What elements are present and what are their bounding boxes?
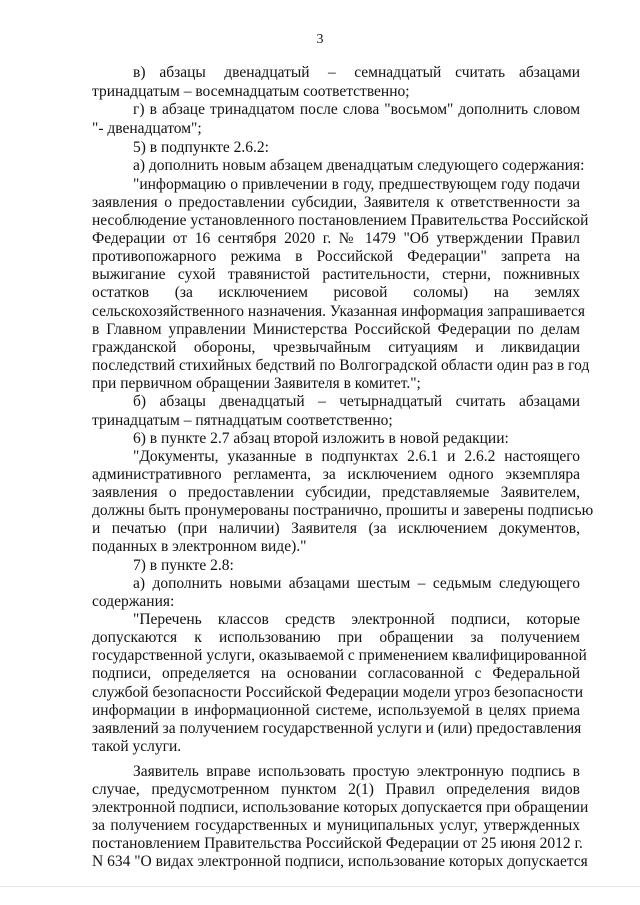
text-line: государственной услуги, оказываемой с применением квалифицированной (92, 647, 587, 664)
text-line: выжигание сухой травянистой растительности, стерни, пожнивных (92, 266, 580, 283)
text-line: 7) в пункте 2.8: (133, 557, 234, 574)
text-line: "информацию о привлечении в году, предшествующем году подачи (133, 176, 580, 193)
text-line: а) дополнить новым абзацем двенадцатым следующего содержания: (133, 157, 585, 174)
text-line: а) дополнить новыми абзацами шестым – седьмым следующего (133, 575, 580, 592)
text-line: тринадцатым – восемнадцатым соответственно; (92, 83, 410, 100)
text-line: "- двенадцатом"; (92, 120, 202, 137)
text-line: поданных в электронном виде)." (92, 538, 307, 555)
text-line: гражданской обороны, чрезвычайным ситуациям и ликвидации (92, 339, 580, 356)
page-number: 3 (316, 32, 324, 47)
text-line: Заявитель вправе использовать простую электронную подпись в (133, 763, 580, 780)
text-line: остатков (за исключением рисовой соломы) на землях (92, 284, 580, 301)
text-line: последствий стихийных бедствий по Волгоградской области один раз в год (92, 357, 590, 374)
text-line: в) абзацы двенадцатый – семнадцатый считать абзацами (133, 64, 580, 81)
text-line: б) абзацы двенадцатый – четырнадцатый считать абзацами (133, 393, 580, 410)
text-line: в Главном управлении Министерства Российской Федерации по делам (92, 321, 580, 338)
text-line: "Документы, указанные в подпунктах 2.6.1 и 2.6.2 настоящего (133, 448, 580, 465)
text-line: заявления о предоставлении субсидии, представляемые Заявителем, (92, 484, 580, 501)
text-line: несоблюдение установленного постановлением Правительства Российской (92, 212, 589, 229)
text-line: случае, предусмотренном пунктом 2(1) Правил определения видов (92, 781, 580, 798)
text-line: заявления о предоставлении субсидии, Заявителя к ответственности за (92, 194, 580, 211)
text-line: должны быть пронумерованы постранично, прошиты и заверены подписью (92, 502, 594, 519)
text-line: такой услуги. (92, 738, 182, 755)
text-line: "Перечень классов средств электронной подписи, которые (133, 611, 580, 628)
text-line: допускаются к использованию при обращении за получением (92, 629, 580, 646)
text-line: подписи, определяется на основании согласованной с Федеральной (92, 665, 580, 682)
text-line: N 634 "О видах электронной подписи, использование которых допускается (92, 853, 588, 870)
text-line: 6) в пункте 2.7 абзац второй изложить в новой редакции: (133, 430, 509, 447)
text-line: электронной подписи, использование которых допускается при обращении (92, 799, 589, 816)
text-line: службой безопасности Российской Федерации модели угроз безопасности (92, 684, 584, 701)
text-line: г) в абзаце тринадцатом после слова "восьмом" дополнить словом (133, 101, 580, 118)
text-line: информации в информационной системе, используемой в целях приема (92, 702, 580, 719)
page-bottom-edge (0, 886, 640, 887)
text-line: содержания: (92, 593, 175, 610)
text-line: постановлением Правительства Российской Федерации от 25 июня 2012 г. (92, 835, 583, 852)
text-line: административного регламента, за исключением одного экземпляра (92, 466, 580, 483)
text-line: Федерации от 16 сентября 2020 г. № 1479 "Об утверждении Правил (92, 230, 580, 247)
text-line: сельскохозяйственного назначения. Указанная информация запрашивается (92, 303, 586, 320)
text-line: и печатью (при наличии) Заявителя (за исключением документов, (92, 520, 580, 537)
text-line: 5) в подпункте 2.6.2: (133, 139, 269, 156)
text-line: за получением государственных и муниципальных услуг, утвержденных (92, 817, 580, 834)
text-line: заявлений за получением государственной услуги и (или) предоставления (92, 720, 582, 737)
text-line: при первичном обращении Заявителя в комитет."; (92, 375, 421, 392)
text-line: противопожарного режима в Российской Федерации" запрета на (92, 248, 580, 265)
text-line: тринадцатым – пятнадцатым соответственно; (92, 412, 393, 429)
